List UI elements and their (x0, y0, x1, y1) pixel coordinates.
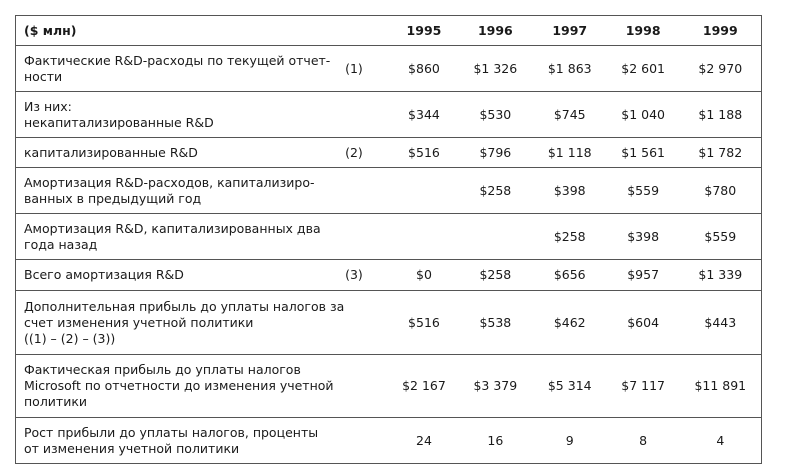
value-cell: $1 339 (680, 260, 762, 291)
year-header: 1999 (680, 16, 762, 46)
row-label: Всего амортизация R&D (16, 260, 346, 291)
value-cell (458, 214, 533, 260)
value-cell: $1 863 (533, 46, 607, 92)
row-reference: (2) (345, 138, 390, 168)
value-cell: $258 (533, 214, 607, 260)
value-cell: 9 (533, 418, 607, 464)
value-cell: $5 314 (533, 355, 607, 418)
value-cell: 16 (458, 418, 533, 464)
value-cell: $1 782 (680, 138, 762, 168)
value-cell: $258 (458, 168, 533, 214)
value-cell: $1 561 (607, 138, 680, 168)
value-cell: $462 (533, 291, 607, 355)
table-row (16, 355, 762, 418)
unit-header: ($ млн) (16, 16, 346, 46)
value-cell: $443 (680, 291, 762, 355)
value-cell: $656 (533, 260, 607, 291)
row-reference (345, 92, 390, 138)
value-cell: $516 (390, 291, 458, 355)
year-header: 1996 (458, 16, 533, 46)
value-cell: $538 (458, 291, 533, 355)
value-cell: 8 (607, 418, 680, 464)
ref-header (345, 16, 390, 46)
value-cell: $398 (533, 168, 607, 214)
row-reference: (3) (345, 260, 390, 291)
row-reference (345, 168, 390, 214)
row-label: Дополнительная прибыль до уплаты налогов за счет изменения учетной политики ((1) – (2) – (3)) (16, 291, 346, 355)
value-cell: $604 (607, 291, 680, 355)
value-cell (390, 214, 458, 260)
row-reference (345, 214, 390, 260)
row-reference (345, 418, 390, 464)
header-row (16, 16, 762, 46)
value-cell: $2 970 (680, 46, 762, 92)
row-label: Из них: некапитализированные R&D (16, 92, 346, 138)
value-cell: 24 (390, 418, 458, 464)
value-cell: $344 (390, 92, 458, 138)
value-cell: $398 (607, 214, 680, 260)
row-label: Амортизация R&D-расходов, капитализиро- ванных в предыдущий год (16, 168, 346, 214)
value-cell: $0 (390, 260, 458, 291)
value-cell: $957 (607, 260, 680, 291)
value-cell: $530 (458, 92, 533, 138)
row-label: Фактические R&D-расходы по текущей отчет- ности (16, 46, 346, 92)
row-label: Фактическая прибыль до уплаты налогов Microsoft по отчетности до изменения учетной политики (16, 355, 346, 418)
row-label: капитализированные R&D (16, 138, 346, 168)
value-cell: $258 (458, 260, 533, 291)
value-cell: $1 188 (680, 92, 762, 138)
value-cell (390, 168, 458, 214)
value-cell: $1 326 (458, 46, 533, 92)
table-row (16, 291, 762, 355)
value-cell: $516 (390, 138, 458, 168)
table-row (16, 92, 762, 138)
value-cell: $1 040 (607, 92, 680, 138)
year-header: 1995 (390, 16, 458, 46)
value-cell: $780 (680, 168, 762, 214)
rd-capitalization-table (15, 15, 762, 464)
value-cell: $11 891 (680, 355, 762, 418)
value-cell: $745 (533, 92, 607, 138)
value-cell: 4 (680, 418, 762, 464)
year-header: 1998 (607, 16, 680, 46)
value-cell: $1 118 (533, 138, 607, 168)
table-row (16, 46, 762, 92)
row-reference: (1) (345, 46, 390, 92)
row-label: Амортизация R&D, капитализированных два года назад (16, 214, 346, 260)
value-cell: $559 (680, 214, 762, 260)
value-cell: $7 117 (607, 355, 680, 418)
value-cell: $3 379 (458, 355, 533, 418)
table-row (16, 260, 762, 291)
value-cell: $2 601 (607, 46, 680, 92)
table-row (16, 214, 762, 260)
row-reference (345, 355, 390, 418)
table-row (16, 168, 762, 214)
table-row (16, 418, 762, 464)
value-cell: $796 (458, 138, 533, 168)
table-row (16, 138, 762, 168)
row-label: Рост прибыли до уплаты налогов, проценты от изменения учетной политики (16, 418, 346, 464)
year-header: 1997 (533, 16, 607, 46)
value-cell: $559 (607, 168, 680, 214)
row-reference (345, 291, 390, 355)
value-cell: $2 167 (390, 355, 458, 418)
value-cell: $860 (390, 46, 458, 92)
